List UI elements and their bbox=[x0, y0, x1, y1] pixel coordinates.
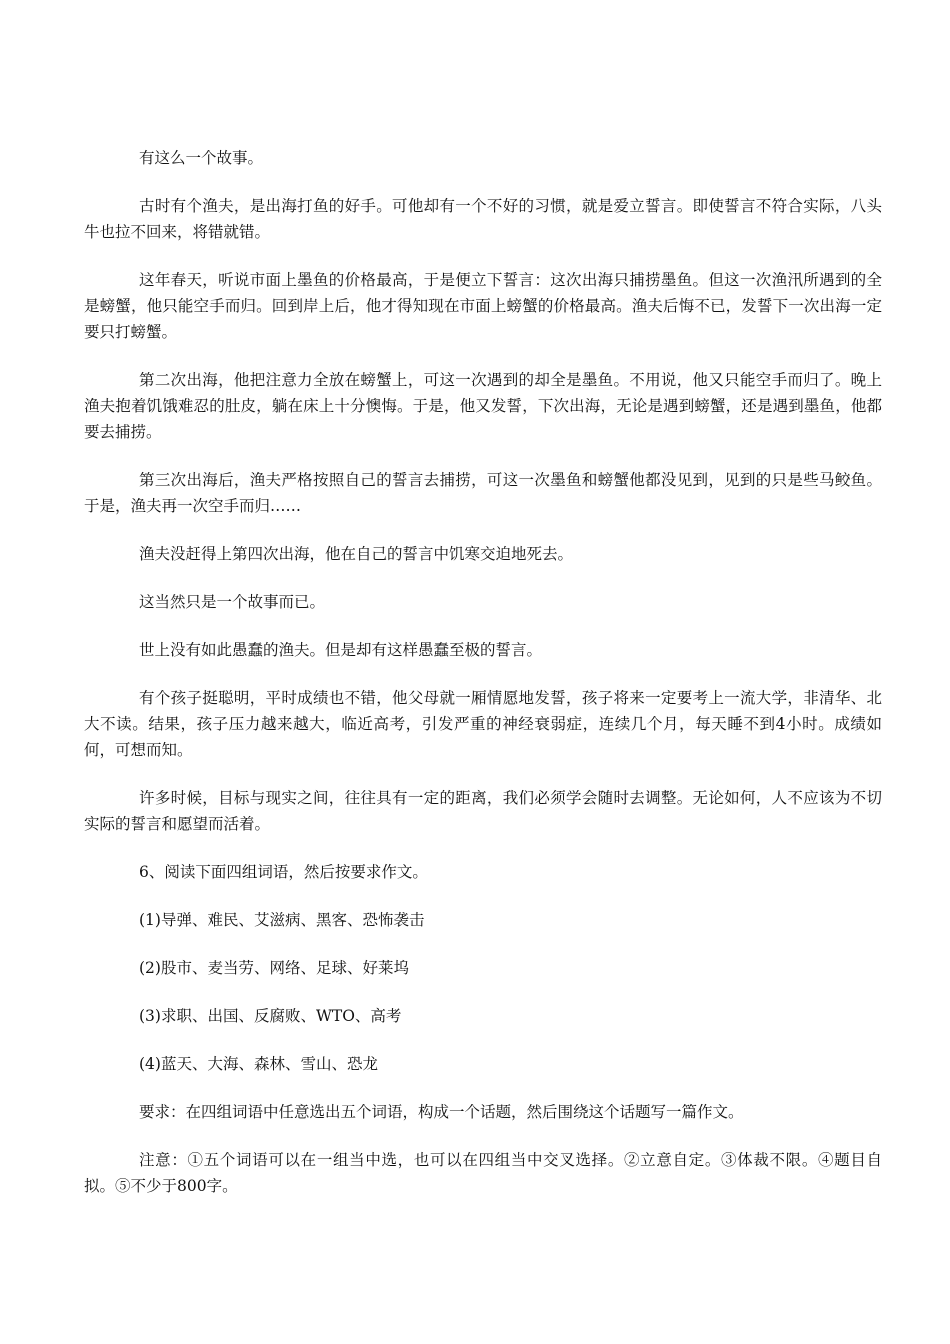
question-6-heading: 6、阅读下面四组词语，然后按要求作文。 bbox=[139, 863, 428, 881]
paragraph-conclusion: 许多时候，目标与现实之间，往往具有一定的距离，我们必须学会随时去调整。无论如何，人不应该为不切实际的誓言和愿望而活着。 bbox=[84, 789, 882, 833]
paragraph-just-story: 这当然只是一个故事而已。 bbox=[139, 593, 326, 611]
word-group-3: (3)求职、出国、反腐败、WTO、高考 bbox=[139, 1007, 402, 1025]
paragraph-intro: 有这么一个故事。 bbox=[139, 149, 264, 167]
paragraph-child-example: 有个孩子挺聪明，平时成绩也不错，他父母就一厢情愿地发誓，孩子将来一定要考上一流大学，非清华、北大不读。结果，孩子压力越来越大，临近高考，引发严重的神经衰弱症，连续几个月，每天睡不到4小时。成绩如何，可想而知。 bbox=[84, 689, 882, 759]
paragraph-third-trip: 第三次出海后，渔夫严格按照自己的誓言去捕捞，可这一次墨鱼和螃蟹他都没见到，见到的只是些马鲛鱼。于是，渔夫再一次空手而归…… bbox=[84, 471, 882, 515]
word-group-4: (4)蓝天、大海、森林、雪山、恐龙 bbox=[139, 1055, 378, 1073]
word-group-2: (2)股市、麦当劳、网络、足球、好莱坞 bbox=[139, 959, 409, 977]
paragraph-death: 渔夫没赶得上第四次出海，他在自己的誓言中饥寒交迫地死去。 bbox=[139, 545, 574, 563]
document-body bbox=[84, 145, 882, 1221]
notes-text: 注意：①五个词语可以在一组当中选，也可以在四组当中交叉选择。②立意自定。③体裁不限。④题目自拟。⑤不少于800字。 bbox=[84, 1151, 882, 1195]
paragraph-fisherman: 古时有个渔夫，是出海打鱼的好手。可他却有一个不好的习惯，就是爱立誓言。即使誓言不符合实际，八头牛也拉不回来，将错就错。 bbox=[84, 197, 882, 241]
paragraph-first-trip: 这年春天，听说市面上墨鱼的价格最高，于是便立下誓言：这次出海只捕捞墨鱼。但这一次渔汛所遇到的全是螃蟹，他只能空手而归。回到岸上后，他才得知现在市面上螃蟹的价格最高。渔夫后悔不已，发誓下一次出海一定要只打螃蟹。 bbox=[84, 271, 882, 341]
paragraph-foolish-vows: 世上没有如此愚蠢的渔夫。但是却有这样愚蠢至极的誓言。 bbox=[139, 641, 543, 659]
paragraph-second-trip: 第二次出海，他把注意力全放在螃蟹上，可这一次遇到的却全是墨鱼。不用说，他又只能空手而归了。晚上渔夫抱着饥饿难忍的肚皮，躺在床上十分懊悔。于是，他又发誓，下次出海，无论是遇到螃蟹，还是遇到墨鱼，他都要去捕捞。 bbox=[84, 371, 882, 441]
requirement-text: 要求：在四组词语中任意选出五个词语，构成一个话题，然后围绕这个话题写一篇作文。 bbox=[139, 1103, 744, 1121]
word-group-1: (1)导弹、难民、艾滋病、黑客、恐怖袭击 bbox=[139, 911, 425, 929]
